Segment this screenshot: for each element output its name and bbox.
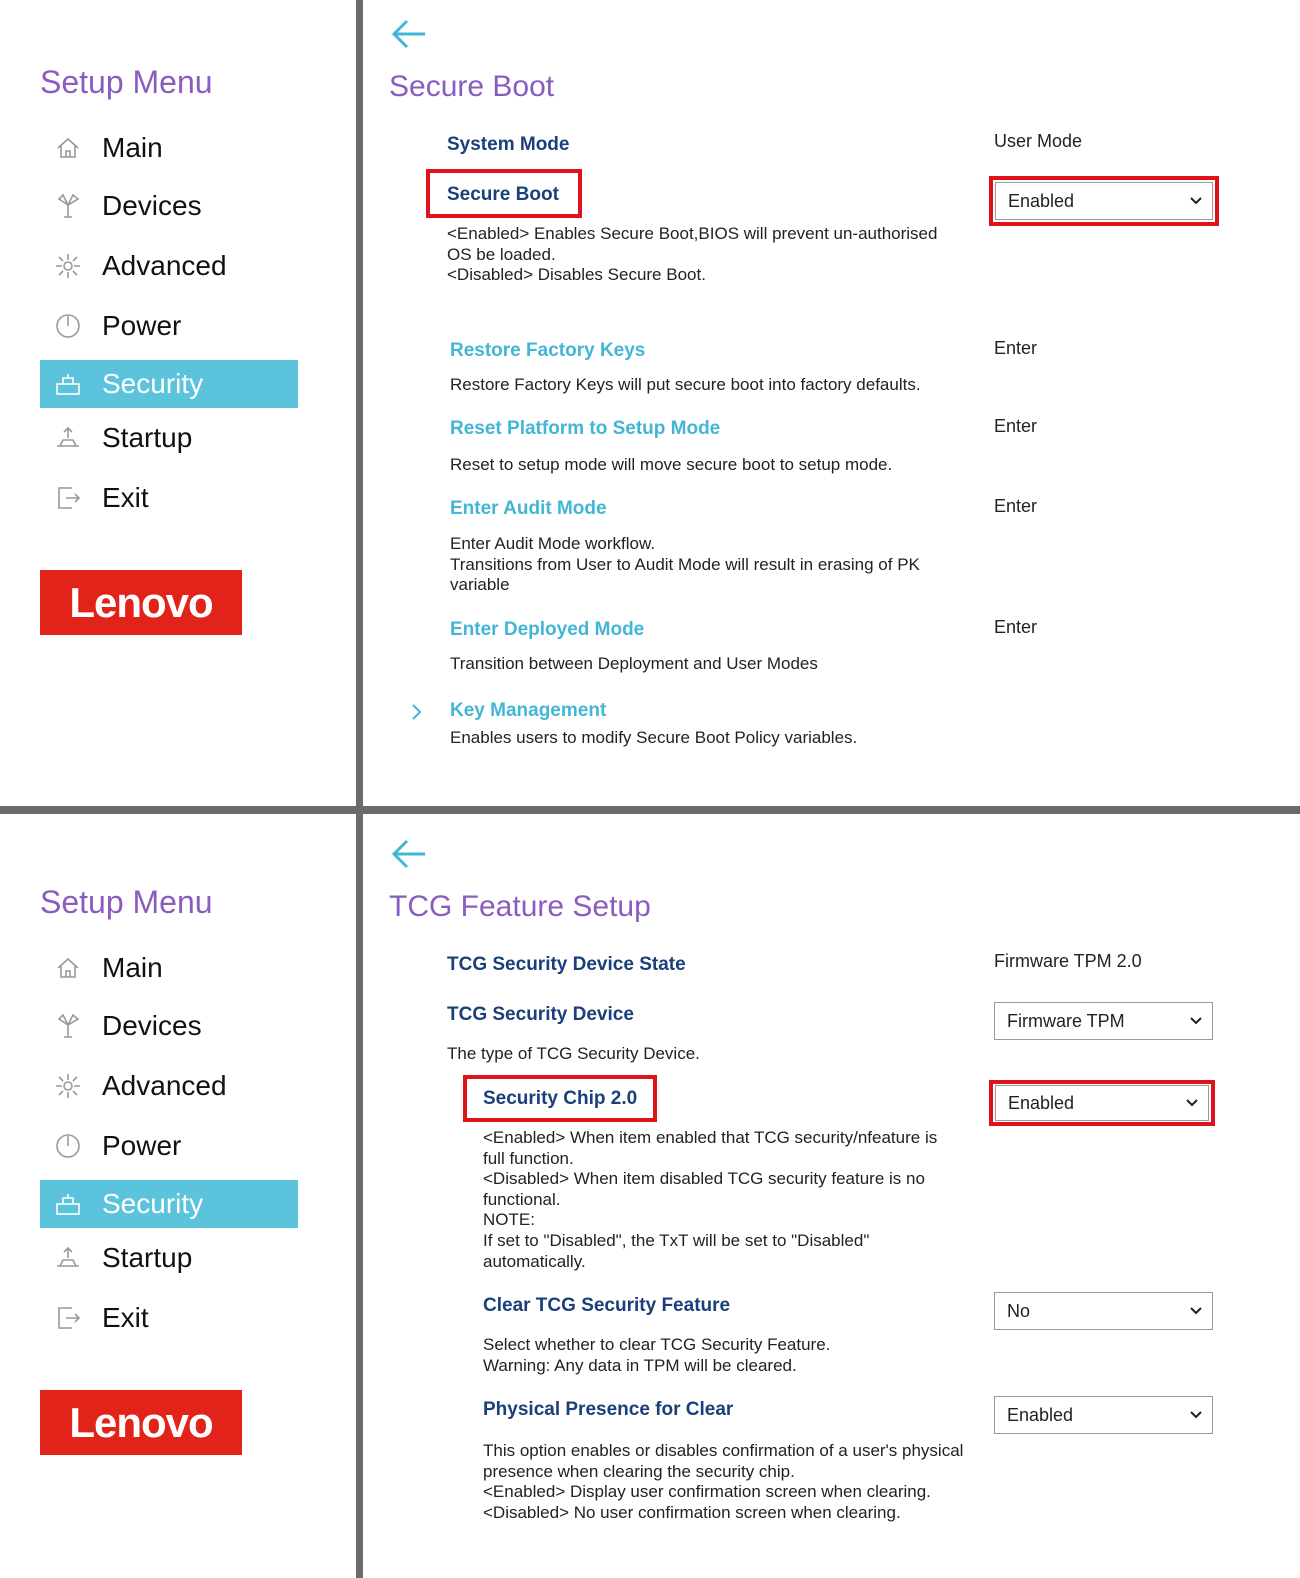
physical-presence-label: Physical Presence for Clear: [483, 1399, 734, 1420]
enter-deployed-mode-value[interactable]: Enter: [994, 617, 1038, 637]
sidebar-item-label: Main: [102, 132, 163, 163]
tcg-feature-panel: [0, 814, 1300, 1578]
secure-boot-description: <Enabled> Enables Secure Boot,BIOS will prevent un-authorised OS be loaded. <Disabled> Disables Secure Boot.: [447, 224, 938, 285]
sidebar-item-label: Exit: [102, 482, 149, 513]
setup-menu-sidebar: [0, 0, 356, 808]
reset-platform-value[interactable]: Enter: [994, 416, 1038, 436]
system-mode-label: System Mode: [447, 134, 570, 155]
startup-icon: [54, 424, 82, 452]
chevron-down-icon: [1188, 193, 1204, 209]
key-management-description: Enables users to modify Secure Boot Policy variables.: [450, 728, 858, 747]
page-title: Secure Boot: [389, 70, 555, 103]
secure-boot-label: Secure Boot: [447, 184, 559, 205]
devices-icon: [54, 192, 82, 220]
enter-audit-mode-description: Enter Audit Mode workflow. Transitions from User to Audit Mode will result in erasing of PK variable: [450, 534, 920, 595]
sidebar-item-label: Exit: [102, 1302, 149, 1333]
chevron-right-icon[interactable]: [408, 701, 426, 723]
sidebar-item-exit[interactable]: [40, 1294, 298, 1342]
panel-divider: [0, 806, 1300, 814]
tcg-feature-content: [363, 814, 1300, 1578]
secure-boot-content: [363, 0, 1300, 808]
setup-menu-sidebar: [0, 814, 356, 1578]
home-icon: [54, 134, 82, 162]
back-arrow-icon[interactable]: [389, 16, 429, 52]
sidebar-item-label: Power: [102, 310, 182, 341]
sidebar-item-advanced[interactable]: [40, 1062, 298, 1110]
system-mode-value: User Mode: [994, 131, 1083, 151]
sidebar-item-main[interactable]: [40, 944, 298, 992]
startup-icon: [54, 1244, 82, 1272]
tcg-device-select[interactable]: Firmware TPM: [994, 1002, 1213, 1040]
reset-platform-link[interactable]: Reset Platform to Setup Mode: [450, 418, 721, 439]
chevron-down-icon: [1184, 1095, 1200, 1111]
lenovo-logo: Lenovo: [40, 1390, 242, 1455]
sidebar-item-startup[interactable]: [40, 414, 298, 462]
chevron-down-icon: [1188, 1013, 1204, 1029]
enter-audit-mode-link[interactable]: Enter Audit Mode: [450, 498, 607, 519]
sidebar-item-label: Devices: [102, 1010, 202, 1041]
advanced-gear-icon: [54, 1072, 82, 1100]
sidebar-item-label: Advanced: [102, 1070, 227, 1101]
power-icon: [54, 1132, 82, 1160]
sidebar-item-advanced[interactable]: [40, 242, 298, 290]
key-management-link[interactable]: Key Management: [450, 700, 607, 721]
security-chip-label: Security Chip 2.0: [483, 1088, 638, 1109]
sidebar-item-devices[interactable]: [40, 1002, 298, 1050]
sidebar-item-label: Devices: [102, 190, 202, 221]
tcg-device-description: The type of TCG Security Device.: [447, 1044, 700, 1063]
clear-tcg-select[interactable]: No: [994, 1292, 1213, 1330]
sidebar-title: Setup Menu: [40, 64, 213, 100]
enter-deployed-mode-description: Transition between Deployment and User Modes: [450, 654, 818, 673]
tcg-device-state-label: TCG Security Device State: [447, 954, 686, 975]
chevron-down-icon: [1188, 1303, 1204, 1319]
sidebar-item-startup[interactable]: [40, 1234, 298, 1282]
back-arrow-icon[interactable]: [389, 836, 429, 872]
sidebar-title: Setup Menu: [40, 884, 213, 920]
sidebar-item-label: Security: [102, 368, 204, 399]
sidebar-item-devices[interactable]: [40, 182, 298, 230]
sidebar-item-label: Security: [102, 1188, 204, 1219]
security-chip-select[interactable]: Enabled: [995, 1085, 1209, 1121]
security-chip-description: <Enabled> When item enabled that TCG security/nfeature is full function. <Disabled> When item disabled TCG security feature is no functional. NOTE: If set to "Disabled", the TxT will be set to "Disabled" automatically.: [483, 1128, 938, 1271]
restore-factory-keys-description: Restore Factory Keys will put secure boot into factory defaults.: [450, 375, 921, 394]
sidebar-item-power[interactable]: [40, 302, 298, 350]
sidebar-item-label: Main: [102, 952, 163, 983]
tcg-device-state-value: Firmware TPM 2.0: [994, 951, 1142, 971]
security-icon: [54, 370, 82, 398]
physical-presence-select[interactable]: Enabled: [994, 1396, 1213, 1434]
power-icon: [54, 312, 82, 340]
sidebar-item-label: Power: [102, 1130, 182, 1161]
sidebar-item-power[interactable]: [40, 1122, 298, 1170]
tcg-device-label: TCG Security Device: [447, 1004, 634, 1025]
clear-tcg-description: Select whether to clear TCG Security Feature. Warning: Any data in TPM will be cleared.: [483, 1335, 831, 1375]
home-icon: [54, 954, 82, 982]
sidebar-item-label: Startup: [102, 1242, 193, 1273]
secure-boot-select[interactable]: Enabled: [995, 182, 1213, 220]
sidebar-item-label: Advanced: [102, 250, 227, 281]
enter-deployed-mode-link[interactable]: Enter Deployed Mode: [450, 619, 645, 640]
sidebar-item-security[interactable]: [40, 1180, 298, 1228]
lenovo-logo: Lenovo: [40, 570, 242, 635]
advanced-gear-icon: [54, 252, 82, 280]
exit-icon: [54, 484, 82, 512]
restore-factory-keys-link[interactable]: Restore Factory Keys: [450, 340, 646, 361]
restore-factory-keys-value[interactable]: Enter: [994, 338, 1038, 358]
enter-audit-mode-value[interactable]: Enter: [994, 496, 1038, 516]
chevron-down-icon: [1188, 1407, 1204, 1423]
sidebar-item-exit[interactable]: [40, 474, 298, 522]
exit-icon: [54, 1304, 82, 1332]
physical-presence-description: This option enables or disables confirmation of a user's physical presence when clearing the security chip. <Enabled> Display user confirmation screen when clearing. <Disabled> No user confirmation screen when clearing.: [483, 1441, 964, 1522]
sidebar-item-security[interactable]: [40, 360, 298, 408]
sidebar-item-label: Startup: [102, 422, 193, 453]
clear-tcg-label: Clear TCG Security Feature: [483, 1295, 731, 1316]
security-icon: [54, 1190, 82, 1218]
page-title: TCG Feature Setup: [389, 890, 651, 923]
sidebar-item-main[interactable]: [40, 124, 298, 172]
reset-platform-description: Reset to setup mode will move secure boot to setup mode.: [450, 455, 893, 474]
devices-icon: [54, 1012, 82, 1040]
